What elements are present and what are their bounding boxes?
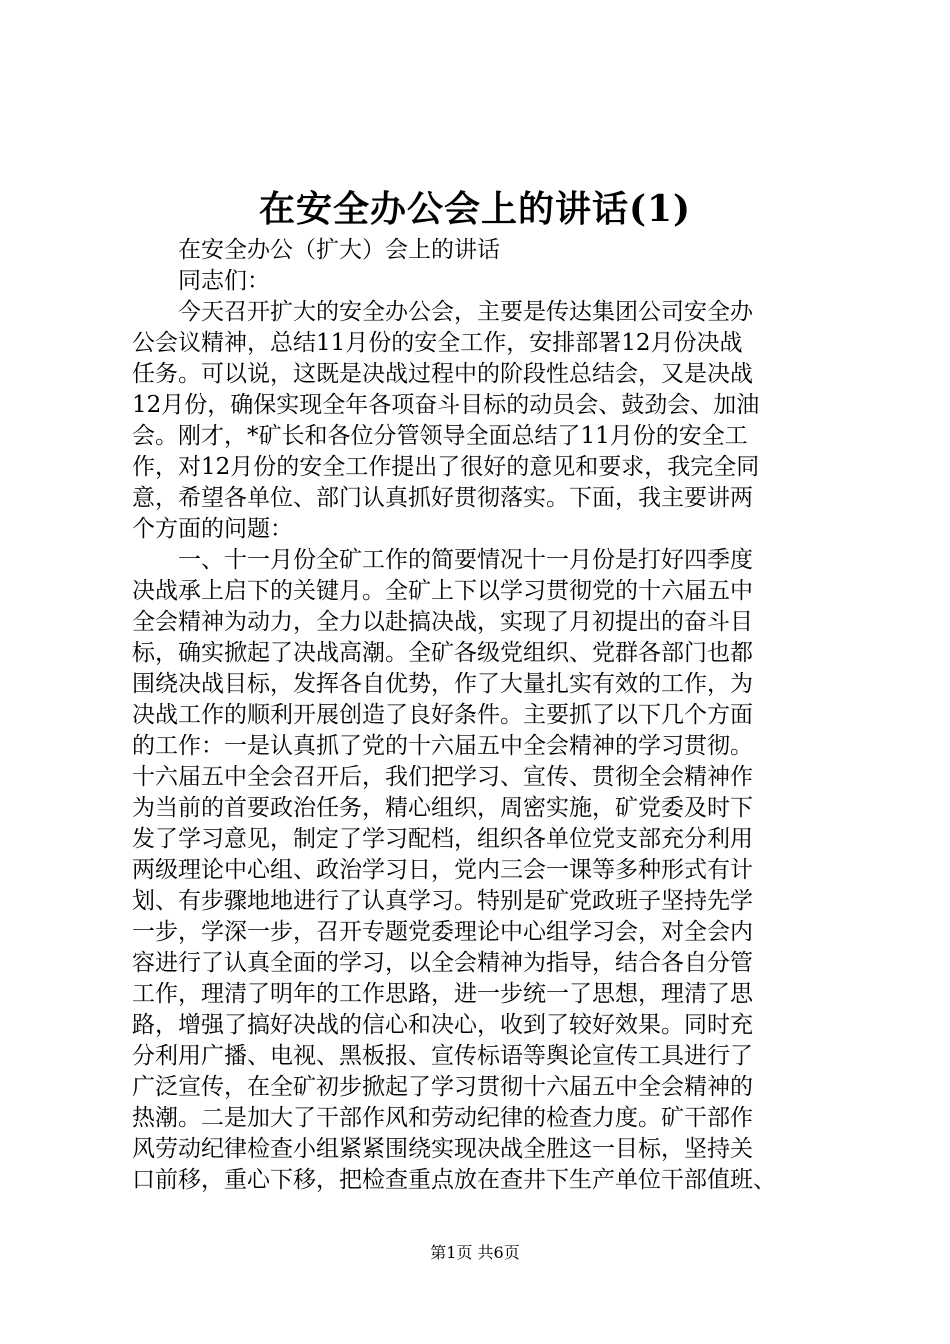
- paragraph-line: 全会精神为动力，全力以赴搞决战，实现了月初提出的奋斗目: [132, 609, 753, 635]
- paragraph-line: 划、有步骤地地进行了认真学习。特别是矿党政班子坚持先学: [132, 888, 753, 914]
- paragraph-line: 的工作：一是认真抓了党的十六届五中全会精神的学习贯彻。: [132, 733, 753, 759]
- paragraph-line: 广泛宣传，在全矿初步掀起了学习贯彻十六届五中全会精神的: [132, 1074, 753, 1100]
- paragraph-line: 两级理论中心组、政治学习日，党内三会一课等多种形式有计: [132, 857, 753, 883]
- paragraph-line: 风劳动纪律检查小组紧紧围绕实现决战全胜这一目标，坚持关: [132, 1136, 753, 1162]
- paragraph-line: 作，对12月份的安全工作提出了很好的意见和要求，我完全同: [132, 454, 760, 480]
- paragraph-line: 十六届五中全会召开后，我们把学习、宣传、贯彻全会精神作: [132, 764, 753, 790]
- page-number-footer: 第1页 共6页: [430, 1243, 520, 1262]
- paragraph-line: 路，增强了搞好决战的信心和决心，收到了较好效果。同时充: [132, 1012, 753, 1038]
- paragraph-line: 发了学习意见，制定了学习配档，组织各单位党支部充分利用: [132, 826, 753, 852]
- paragraph-line: 个方面的问题：: [132, 516, 293, 542]
- paragraph-line: 意，希望各单位、部门认真抓好贯彻落实。下面，我主要讲两: [132, 485, 753, 511]
- document-body: [132, 235, 832, 1196]
- salutation-line: 同志们：: [178, 268, 270, 294]
- paragraph-line: 决战工作的顺利开展创造了良好条件。主要抓了以下几个方面: [132, 702, 753, 728]
- paragraph-line: 12月份，确保实现全年各项奋斗目标的动员会、鼓劲会、加油: [132, 392, 760, 418]
- paragraph-line: 热潮。二是加大了干部作风和劳动纪律的检查力度。矿干部作: [132, 1105, 753, 1131]
- paragraph-line: 一步，学深一步，召开专题党委理论中心组学习会，对全会内: [132, 919, 753, 945]
- paragraph-line: 公会议精神，总结11月份的安全工作，安排部署12月份决战: [132, 330, 743, 356]
- paragraph-line: 任务。可以说，这既是决战过程中的阶段性总结会，又是决战: [132, 361, 753, 387]
- paragraph-line: 口前移，重心下移，把检查重点放在查井下生产单位干部值班、: [132, 1167, 776, 1193]
- paragraph-line: 为当前的首要政治任务，精心组织，周密实施，矿党委及时下: [132, 795, 753, 821]
- paragraph-line: 围绕决战目标，发挥各自优势，作了大量扎实有效的工作，为: [132, 671, 753, 697]
- paragraph-line: 容进行了认真全面的学习，以全会精神为指导，结合各自分管: [132, 950, 753, 976]
- paragraph-line: 今天召开扩大的安全办公会，主要是传达集团公司安全办: [178, 299, 753, 325]
- paragraph-line: 会。刚才，*矿长和各位分管领导全面总结了11月份的安全工: [132, 423, 748, 449]
- paragraph-line: 决战承上启下的关键月。全矿上下以学习贯彻党的十六届五中: [132, 578, 753, 604]
- paragraph-line: 一、十一月份全矿工作的简要情况十一月份是打好四季度: [178, 547, 753, 573]
- document-title: 在安全办公会上的讲话(1): [258, 188, 692, 230]
- paragraph-line: 标，确实掀起了决战高潮。全矿各级党组织、党群各部门也都: [132, 640, 753, 666]
- paragraph-line: 工作，理清了明年的工作思路，进一步统一了思想，理清了思: [132, 981, 753, 1007]
- subtitle-line: 在安全办公（扩大）会上的讲话: [178, 237, 500, 263]
- paragraph-line: 分利用广播、电视、黑板报、宣传标语等舆论宣传工具进行了: [132, 1043, 753, 1069]
